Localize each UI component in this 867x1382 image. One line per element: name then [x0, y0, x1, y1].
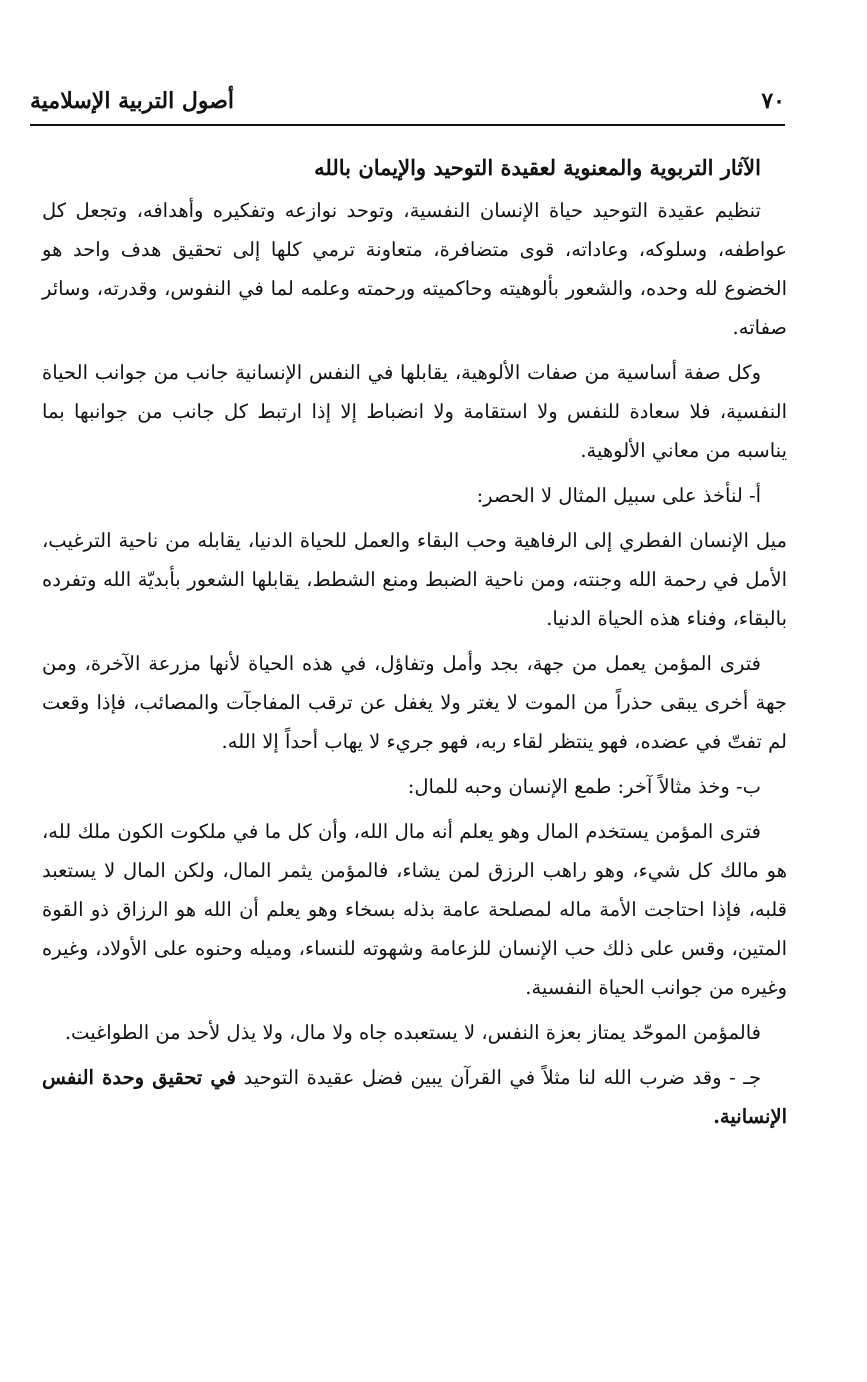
paragraph: فالمؤمن الموحّد يمتاز بعزة النفس، لا يستعبده جاه ولا مال، ولا يذل لأحد من الطواغيت. — [64, 1021, 761, 1044]
header-divider — [30, 124, 785, 126]
paragraph: فترى المؤمن يستخدم المال وهو يعلم أنه مال الله، وأن كل ما في ملكوت الكون ملك لله، هو مالك كل شيء، وهو راهب الرزق لمن يشاء، فالمؤمن يثمر المال، ولكن المال لا يستعبد قلبه، فإذا احتاجت الأمة ماله لمصلحة عامة بذله بسخاء وهو يعلم أن الله هو الرزاق ذو القوة المتين، وقس على ذلك حب الإنسان للزعامة وشهوته للنساء، وميله وحنوه على الأولاد، وغيره وغيره من جوانب الحياة النفسية. — [42, 820, 787, 999]
paragraph: تنظيم عقيدة التوحيد حياة الإنسان النفسية، وتوحد نوازعه وتفكيره وأهدافه، وتجعل كل عواطفه، وسلوكه، وعاداته، قوى متضافرة، متعاونة ترمي كلها إلى تحقيق هدف واحد هو الخضوع لله وحده، والشعور بألوهيته وحاكميته ورحمته وعلمه لما في النفوس، وقدرته، وسائر صفاته. — [42, 199, 787, 339]
paragraph-final — [42, 1058, 787, 1136]
paragraph: ميل الإنسان الفطري إلى الرفاهية وحب البقاء والعمل للحياة الدنيا، يقابله من ناحية الترغيب، الأمل في رحمة الله وجنته، ومن ناحية الضبط ومنع الشطط، يقابلها الشعور بأبديّة الله وتفرده بالبقاء، وفناء هذه الحياة الدنيا. — [42, 529, 787, 630]
section-heading: الآثار التربوية والمعنوية لعقيدة التوحيد والإيمان بالله — [314, 155, 761, 180]
paragraph-bold-text: في تحقيق وحدة النفس الإنسانية. — [42, 1066, 787, 1128]
page-number: ٧٠ — [761, 88, 785, 114]
page-body — [42, 148, 787, 1142]
paragraph-text: جـ - وقد ضرب الله لنا مثلاً في القرآن يبين فضل عقيدة التوحيد — [235, 1066, 762, 1089]
example-heading: ب- وخذ مثالاً آخر: طمع الإنسان وحبه للمال: — [407, 775, 761, 798]
paragraph: فترى المؤمن يعمل من جهة، بجد وأمل وتفاؤل، في هذه الحياة لأنها مزرعة الآخرة، ومن جهة أخرى يبقى حذراً من الموت لا يغتر ولا يغفل عن ترقب المفاجآت والمصائب، فإذا وقعت لم تفتّ في عضده، فهو ينتظر لقاء ربه، فهو جريء لا يهاب أحداً إلا الله. — [42, 652, 787, 753]
book-title: أصول التربية الإسلامية — [30, 88, 235, 114]
running-header — [30, 88, 785, 118]
example-heading: أ- لنأخذ على سبيل المثال لا الحصر: — [476, 484, 761, 507]
paragraph: وكل صفة أساسية من صفات الألوهية، يقابلها في النفس الإنسانية جانب من جوانب الحياة النفسية، فلا سعادة للنفس ولا استقامة ولا انضباط إلا إذا ارتبط كل جانب من جوانبها بما يناسبه من معاني الألوهية. — [42, 361, 787, 462]
